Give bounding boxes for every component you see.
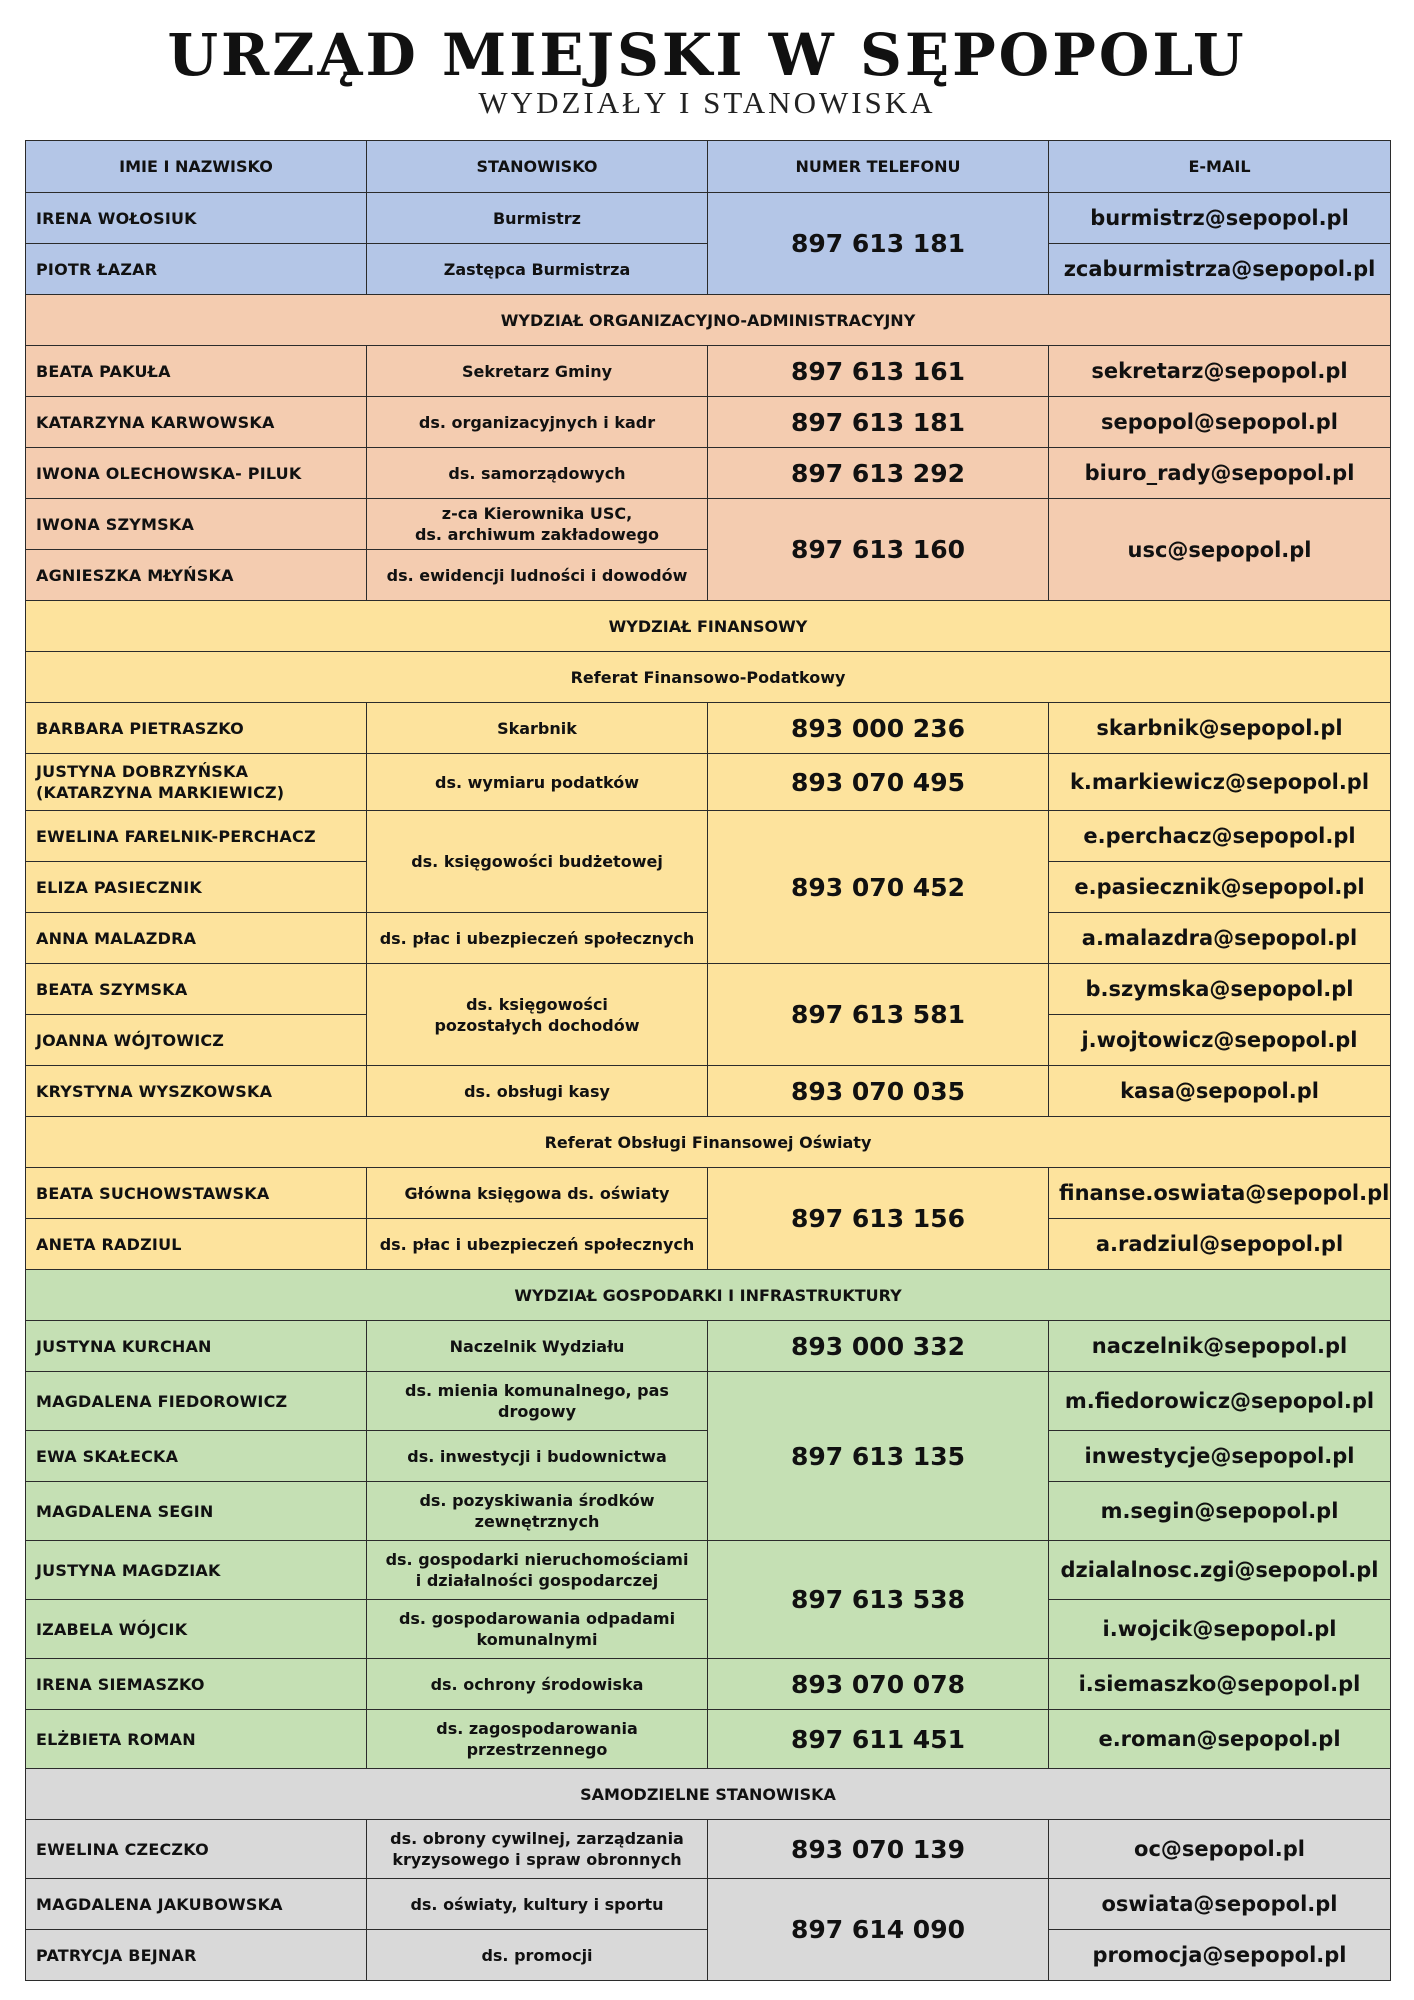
staff-email[interactable]: a.malazdra@sepopol.pl bbox=[1049, 913, 1391, 964]
section-row bbox=[26, 1270, 1391, 1321]
staff-name: BEATA SUCHOWSTAWSKA bbox=[26, 1168, 367, 1219]
staff-email[interactable]: oswiata@sepopol.pl bbox=[1049, 1879, 1391, 1930]
table-row bbox=[26, 1879, 1391, 1930]
staff-email[interactable]: burmistrz@sepopol.pl bbox=[1049, 193, 1391, 244]
subsection-title: Referat Finansowo-Podatkowy bbox=[26, 652, 1391, 703]
section-row bbox=[26, 1769, 1391, 1820]
staff-name: ANETA RADZIUL bbox=[26, 1219, 367, 1270]
staff-phone: 897 613 181 bbox=[708, 193, 1049, 295]
staff-email[interactable]: m.segin@sepopol.pl bbox=[1049, 1482, 1391, 1541]
table-row bbox=[26, 1321, 1391, 1372]
staff-name: MAGDALENA SEGIN bbox=[26, 1482, 367, 1541]
header-phone: NUMER TELEFONU bbox=[708, 141, 1049, 193]
staff-name: JUSTYNA MAGDZIAK bbox=[26, 1541, 367, 1600]
staff-position: ds. obrony cywilnej, zarządzania kryzysowego i spraw obronnych bbox=[367, 1820, 708, 1879]
staff-position: Burmistrz bbox=[367, 193, 708, 244]
staff-email[interactable]: skarbnik@sepopol.pl bbox=[1049, 703, 1391, 754]
staff-phone: 897 613 161 bbox=[708, 346, 1049, 397]
staff-phone: 893 070 035 bbox=[708, 1066, 1049, 1117]
staff-name: IWONA OLECHOWSKA- PILUK bbox=[26, 448, 367, 499]
staff-position: z-ca Kierownika USC, ds. archiwum zakładowego bbox=[367, 499, 708, 550]
staff-name: MAGDALENA FIEDOROWICZ bbox=[26, 1372, 367, 1431]
staff-position: ds. obsługi kasy bbox=[367, 1066, 708, 1117]
staff-phone: 893 070 078 bbox=[708, 1659, 1049, 1710]
staff-position: ds. gospodarki nieruchomościami i działalności gospodarczej bbox=[367, 1541, 708, 1600]
staff-position: ds. pozyskiwania środków zewnętrznych bbox=[367, 1482, 708, 1541]
staff-name: ELŻBIETA ROMAN bbox=[26, 1710, 367, 1769]
table-row bbox=[26, 346, 1391, 397]
staff-directory-table bbox=[25, 140, 1391, 1981]
section-row bbox=[26, 601, 1391, 652]
staff-name: IRENA SIEMASZKO bbox=[26, 1659, 367, 1710]
table-row bbox=[26, 1066, 1391, 1117]
staff-phone: 897 613 156 bbox=[708, 1168, 1049, 1270]
staff-name: PIOTR ŁAZAR bbox=[26, 244, 367, 295]
staff-email[interactable]: sepopol@sepopol.pl bbox=[1049, 397, 1391, 448]
staff-position: ds. księgowości budżetowej bbox=[367, 811, 708, 913]
page-title: URZĄD MIEJSKI W SĘPOPOLU bbox=[167, 21, 1247, 89]
table-row bbox=[26, 448, 1391, 499]
staff-name: ELIZA PASIECZNIK bbox=[26, 862, 367, 913]
staff-position: ds. płac i ubezpieczeń społecznych bbox=[367, 1219, 708, 1270]
section-title-infrastructure: WYDZIAŁ GOSPODARKI I INFRASTRUKTURY bbox=[26, 1270, 1391, 1321]
staff-email[interactable]: naczelnik@sepopol.pl bbox=[1049, 1321, 1391, 1372]
subsection-row bbox=[26, 1117, 1391, 1168]
header-email: E-MAIL bbox=[1049, 141, 1391, 193]
staff-name: ANNA MALAZDRA bbox=[26, 913, 367, 964]
staff-phone: 897 613 160 bbox=[708, 499, 1049, 601]
staff-email[interactable]: i.wojcik@sepopol.pl bbox=[1049, 1600, 1391, 1659]
staff-position: Sekretarz Gminy bbox=[367, 346, 708, 397]
staff-email[interactable]: e.pasiecznik@sepopol.pl bbox=[1049, 862, 1391, 913]
table-row bbox=[26, 1168, 1391, 1219]
staff-phone: 893 070 452 bbox=[708, 811, 1049, 964]
staff-email[interactable]: dzialalnosc.zgi@sepopol.pl bbox=[1049, 1541, 1391, 1600]
staff-name: PATRYCJA BEJNAR bbox=[26, 1930, 367, 1981]
staff-position: ds. ewidencji ludności i dowodów bbox=[367, 550, 708, 601]
staff-phone: 893 070 139 bbox=[708, 1820, 1049, 1879]
table-row bbox=[26, 499, 1391, 550]
staff-phone: 893 000 236 bbox=[708, 703, 1049, 754]
table-row bbox=[26, 964, 1391, 1015]
staff-email[interactable]: a.radziul@sepopol.pl bbox=[1049, 1219, 1391, 1270]
staff-email[interactable]: j.wojtowicz@sepopol.pl bbox=[1049, 1015, 1391, 1066]
staff-position: ds. ochrony środowiska bbox=[367, 1659, 708, 1710]
staff-email[interactable]: m.fiedorowicz@sepopol.pl bbox=[1049, 1372, 1391, 1431]
staff-position: ds. gospodarowania odpadami komunalnymi bbox=[367, 1600, 708, 1659]
staff-email[interactable]: promocja@sepopol.pl bbox=[1049, 1930, 1391, 1981]
staff-position: ds. promocji bbox=[367, 1930, 708, 1981]
staff-email[interactable]: inwestycje@sepopol.pl bbox=[1049, 1431, 1391, 1482]
staff-position: Skarbnik bbox=[367, 703, 708, 754]
staff-name: EWELINA CZECZKO bbox=[26, 1820, 367, 1879]
staff-phone: 897 613 181 bbox=[708, 397, 1049, 448]
staff-position: ds. zagospodarowania przestrzennego bbox=[367, 1710, 708, 1769]
staff-position: ds. oświaty, kultury i sportu bbox=[367, 1879, 708, 1930]
staff-position: ds. księgowości pozostałych dochodów bbox=[367, 964, 708, 1066]
table-row bbox=[26, 703, 1391, 754]
staff-position: Zastępca Burmistrza bbox=[367, 244, 708, 295]
table-row bbox=[26, 193, 1391, 244]
staff-phone: 893 070 495 bbox=[708, 754, 1049, 811]
table-row bbox=[26, 1659, 1391, 1710]
staff-phone: 897 611 451 bbox=[708, 1710, 1049, 1769]
table-row bbox=[26, 1820, 1391, 1879]
staff-email[interactable]: biuro_rady@sepopol.pl bbox=[1049, 448, 1391, 499]
page-subtitle: WYDZIAŁY I STANOWISKA bbox=[478, 85, 936, 120]
staff-phone: 897 613 581 bbox=[708, 964, 1049, 1066]
staff-email[interactable]: e.roman@sepopol.pl bbox=[1049, 1710, 1391, 1769]
staff-position: ds. inwestycji i budownictwa bbox=[367, 1431, 708, 1482]
table-row bbox=[26, 811, 1391, 862]
staff-position: ds. płac i ubezpieczeń społecznych bbox=[367, 913, 708, 964]
staff-name: BEATA PAKUŁA bbox=[26, 346, 367, 397]
staff-phone: 897 614 090 bbox=[708, 1879, 1049, 1981]
staff-name: EWA SKAŁECKA bbox=[26, 1431, 367, 1482]
subsection-title: Referat Obsługi Finansowej Oświaty bbox=[26, 1117, 1391, 1168]
staff-name: JUSTYNA KURCHAN bbox=[26, 1321, 367, 1372]
table-row bbox=[26, 1541, 1391, 1600]
staff-position: Naczelnik Wydziału bbox=[367, 1321, 708, 1372]
staff-name: BEATA SZYMSKA bbox=[26, 964, 367, 1015]
staff-position: ds. wymiaru podatków bbox=[367, 754, 708, 811]
staff-email[interactable]: i.siemaszko@sepopol.pl bbox=[1049, 1659, 1391, 1710]
staff-phone: 897 613 292 bbox=[708, 448, 1049, 499]
section-title-organizational: WYDZIAŁ ORGANIZACYJNO-ADMINISTRACYJNY bbox=[26, 295, 1391, 346]
staff-email[interactable]: oc@sepopol.pl bbox=[1049, 1820, 1391, 1879]
staff-email[interactable]: kasa@sepopol.pl bbox=[1049, 1066, 1391, 1117]
table-row bbox=[26, 397, 1391, 448]
subsection-row bbox=[26, 652, 1391, 703]
staff-phone: 897 613 135 bbox=[708, 1372, 1049, 1541]
staff-name: AGNIESZKA MŁYŃSKA bbox=[26, 550, 367, 601]
staff-name: JUSTYNA DOBRZYŃSKA (KATARZYNA MARKIEWICZ) bbox=[26, 754, 367, 811]
staff-position: Główna księgowa ds. oświaty bbox=[367, 1168, 708, 1219]
section-title-independent: SAMODZIELNE STANOWISKA bbox=[26, 1769, 1391, 1820]
staff-email[interactable]: finanse.oswiata@sepopol.pl bbox=[1049, 1168, 1391, 1219]
staff-name: EWELINA FARELNIK-PERCHACZ bbox=[26, 811, 367, 862]
staff-name: IZABELA WÓJCIK bbox=[26, 1600, 367, 1659]
staff-email[interactable]: e.perchacz@sepopol.pl bbox=[1049, 811, 1391, 862]
staff-email[interactable]: usc@sepopol.pl bbox=[1049, 499, 1391, 601]
staff-email[interactable]: k.markiewicz@sepopol.pl bbox=[1049, 754, 1391, 811]
staff-name: KRYSTYNA WYSZKOWSKA bbox=[26, 1066, 367, 1117]
staff-name: JOANNA WÓJTOWICZ bbox=[26, 1015, 367, 1066]
staff-phone: 893 000 332 bbox=[708, 1321, 1049, 1372]
header-position: STANOWISKO bbox=[367, 141, 708, 193]
table-row bbox=[26, 754, 1391, 811]
section-title-financial: WYDZIAŁ FINANSOWY bbox=[26, 601, 1391, 652]
header-name: IMIE I NAZWISKO bbox=[26, 141, 367, 193]
staff-position: ds. organizacyjnych i kadr bbox=[367, 397, 708, 448]
staff-name: BARBARA PIETRASZKO bbox=[26, 703, 367, 754]
staff-email[interactable]: sekretarz@sepopol.pl bbox=[1049, 346, 1391, 397]
staff-phone: 897 613 538 bbox=[708, 1541, 1049, 1659]
staff-name: MAGDALENA JAKUBOWSKA bbox=[26, 1879, 367, 1930]
staff-email[interactable]: b.szymska@sepopol.pl bbox=[1049, 964, 1391, 1015]
table-row bbox=[26, 1710, 1391, 1769]
staff-name: IWONA SZYMSKA bbox=[26, 499, 367, 550]
table-header-row bbox=[26, 141, 1391, 193]
staff-position: ds. mienia komunalnego, pas drogowy bbox=[367, 1372, 708, 1431]
table-row bbox=[26, 1372, 1391, 1431]
staff-name: IRENA WOŁOSIUK bbox=[26, 193, 367, 244]
staff-name: KATARZYNA KARWOWSKA bbox=[26, 397, 367, 448]
staff-email[interactable]: zcaburmistrza@sepopol.pl bbox=[1049, 244, 1391, 295]
section-row bbox=[26, 295, 1391, 346]
staff-position: ds. samorządowych bbox=[367, 448, 708, 499]
